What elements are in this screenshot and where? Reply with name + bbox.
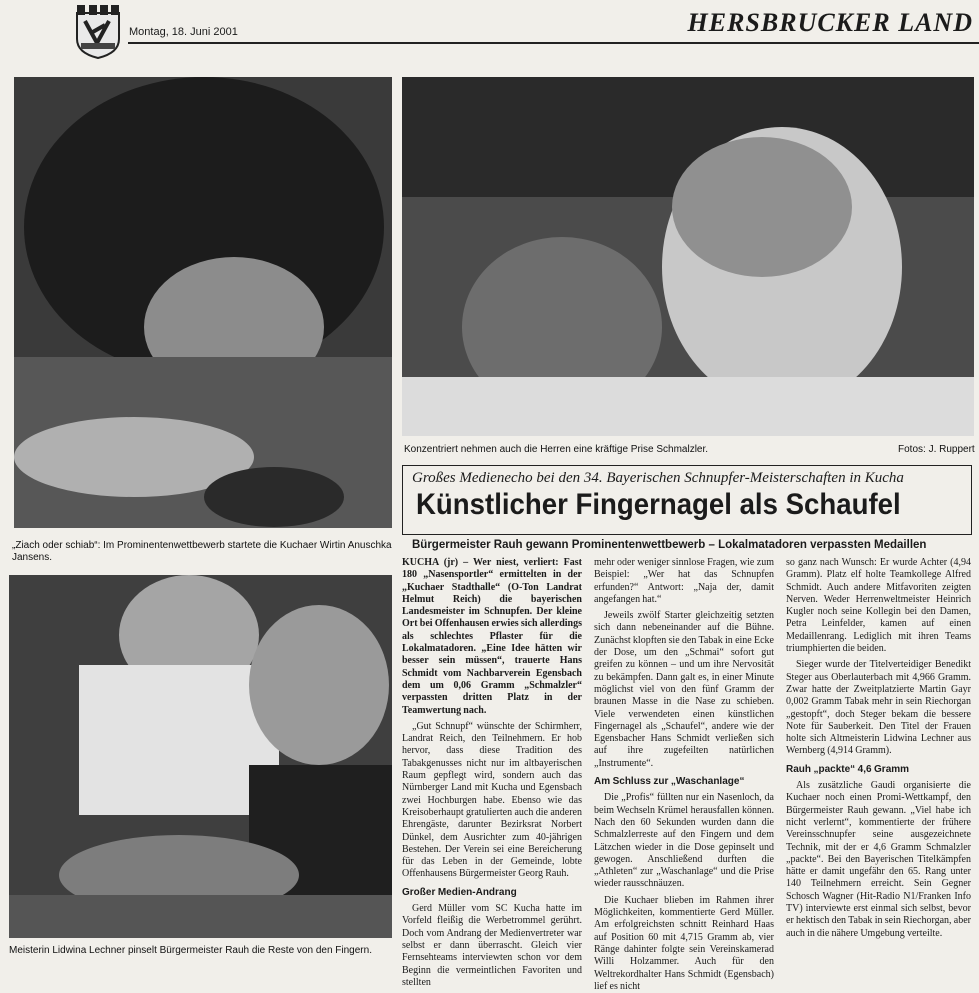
- photo-champion-cleaning-fingers: [9, 575, 392, 938]
- article-paragraph: Die „Profis“ füllten nur ein Nasenloch, da beim Wechseln Krümel herausfallen können. Nach den 60 Sekunden wurden dann die Schmalzlerreste auf den Fingern und dem Lätzchen wieder in die Dose gepinselt und gewogen. Anschließend durften die „Athleten“ zur „Waschanlage“ und die Prise wieder rausschnäuzen.: [594, 792, 774, 890]
- article-column-3: [786, 557, 971, 962]
- photo-caption-top-right: Konzentriert nehmen auch die Herren eine kräftige Prise Schmalzler.: [404, 444, 709, 455]
- headline-kicker: Großes Medienecho bei den 34. Bayerischen Schnupfer-Meisterschaften in Kucha: [412, 470, 904, 486]
- article-column-1: [402, 557, 582, 988]
- photo-caption-bottom-left: Meisterin Lidwina Lechner pinselt Bürgermeister Rauh die Reste von den Fingern.: [9, 945, 372, 956]
- article-column-2: [594, 557, 774, 992]
- article-subhead: Rauh „packte“ 4,6 Gramm: [786, 763, 910, 775]
- article-paragraph: Gerd Müller vom SC Kucha hatte im Vorfeld fleißig die Werbetrommel gerührt. Doch vom Andrang der Medienvertreter war selbst er dann überrascht. Gleich vier Fernsehteams interviewten schon vor dem Beginn die vermeintlichen Favoriten und stellten: [402, 903, 582, 988]
- photo-woman-snuffing: [14, 77, 392, 528]
- header-rule: [128, 42, 979, 44]
- article-paragraph: mehr oder weniger sinnlose Fragen, wie zum Beispiel: „Wer hat das Schnupfen erfunden?“ Antwort: „Naja der, damit angefangen hat.“: [594, 557, 774, 605]
- page-header: [0, 0, 979, 56]
- article-paragraph: Jeweils zwölf Starter gleichzeitig setzten sich dann nebeneinander auf die Bühne. Zunächst klopften sie den Tabak in eine Ecke der Dose, um den „Schmai“ sofort gut greifen zu können – und um ihre Nervosität zu bekämpfen. Dann galt es, in einer Minute möglichst viel von den fünf Gramm der braunen Masse in die Nase zu schieben. Viele verwendeten einen künstlichen Fingernagel als „Schaufel“, andere wie der Egensbacher Hans Schmidt verließen sich auf ihre zugefeilten natürlichen „Instrumente“.: [594, 610, 774, 769]
- headline-box: [402, 461, 974, 557]
- town-crest-logo: [73, 3, 123, 59]
- photo-credit: Fotos: J. Ruppert: [898, 444, 975, 455]
- photo-men-snuffing: [402, 77, 974, 436]
- headline-subtitle: Bürgermeister Rauh gewann Prominentenwettbewerb – Lokalmatadoren verpassten Medaillen: [412, 539, 927, 551]
- article-paragraph: Als zusätzliche Gaudi organisierte die Kuchaer noch einen Promi-Wettkampf, den Bürgermeister Rauh gewann. „Viel habe ich nicht verlernt“, kommentierte der frühere Vereinsschnupfer seine ausgezeichnete Technik, mit der er 4,6 Gramm Schmalzler „packte“. Bei den Bayerischen Titelkämpfen hätte er damit ungefähr den 65. Rang unter 140 Teilnehmern erreicht. Sein Gegner Schosch Wagner (Hit-Radio N1/Franken Info TV) interviewte erst einmal sich selbst, bevor er hektisch den Tabak in sein Riechorgan, aber auch in die nähere Umgebung verteilte.: [786, 780, 971, 939]
- article-subhead: Am Schluss zur „Waschanlage“: [594, 776, 745, 788]
- issue-date: Montag, 18. Juni 2001: [129, 26, 238, 38]
- section-title: HERSBRUCKER LAND: [687, 8, 973, 37]
- article-subhead: Großer Medien-Andrang: [402, 886, 517, 898]
- article-paragraph: so ganz nach Wunsch: Er wurde Achter (4,94 Gramm). Platz elf holte Teamkollege Alfred Schmidt. Auch andere Mitfavoriten zeigten Nerven. Weder Herrenweltmeister Heinrich Kugler noch seine Kollegin bei den Damen, Petra Leinfelder, kamen auf einen Medaillenrang. Lediglich mit ihren Teams triumphierten die beiden.: [786, 557, 971, 655]
- article-paragraph: „Gut Schnupf“ wünschte der Schirmherr, Landrat Reich, den Teilnehmern. Er hob hervor, dass diese Tradition des Tabakgenusses nicht nur im altbayerischen Raum gepflegt wird, sondern auch das Nürnberger Land mit Kucha und Egensbach zwei Hochburgen habe. Ebenso wie das Kreisoberhaupt gratulierten auch die anderen Ehrengäste, darunter Bezirksrat Norbert Dünkel, dem Ausrichter zum 40-jährigen Bestehen. Der Verein sei eine Bereicherung für das Leben in der Gemeinde, lobte Offenhausens Bürgermeister Georg Rauh.: [402, 720, 582, 880]
- photo-caption-top-left: „Ziach oder schiab“: Im Prominentenwettbewerb startete die Kuchaer Wirtin Anuschka Jansens.: [12, 540, 392, 563]
- article-lead: KUCHA (jr) – Wer niest, verliert: Fast 180 „Nasensportler“ ermittelten in der „Kuchaer Stadthalle“ (O-Ton Landrat Helmut Reich) die bayerischen Landesmeister im Schnupfen. Der kleine Ort bei Offenhausen erwies sich allerdings als schlechtes Pflaster für die Lokalmatadoren. „Eine Idee hätten wir besser sein müssen“, trauerte Hans Schmidt vom Nachbarverein Egensbach dem um 0,06 Gramm „Schmalzler“ verpassten dritten Platz in der Teamwertung nach.: [402, 557, 582, 716]
- headline-title: Künstlicher Fingernagel als Schaufel: [416, 488, 901, 521]
- article-paragraph: Sieger wurde der Titelverteidiger Benedikt Steger aus Oberlauterbach mit 4,966 Gramm. Zwar hatte der Zweitplatzierte Martin Gayr 0,002 Gramm Tabak mehr in sein Riechorgan „gestopft“, doch Steger bekam die bessere Note für Sauberkeit. Den Titel der Frauen holte sich Altmeisterin Lidwina Lechner aus Wernberg (4,914 Gramm).: [786, 659, 971, 757]
- article-paragraph: Die Kuchaer blieben im Rahmen ihrer Möglichkeiten, kommentierte Gerd Müller. Am erfolgreichsten schnitt Reinhard Haas auf Position 60 mit 4,715 Gramm ab, vier Ränge dahinter folgte sein Vereinskamerad Willi Holzammer. Auch für den Weltrekordhalter Hans Schmidt (Egensbach) lief es nicht: [594, 894, 774, 992]
